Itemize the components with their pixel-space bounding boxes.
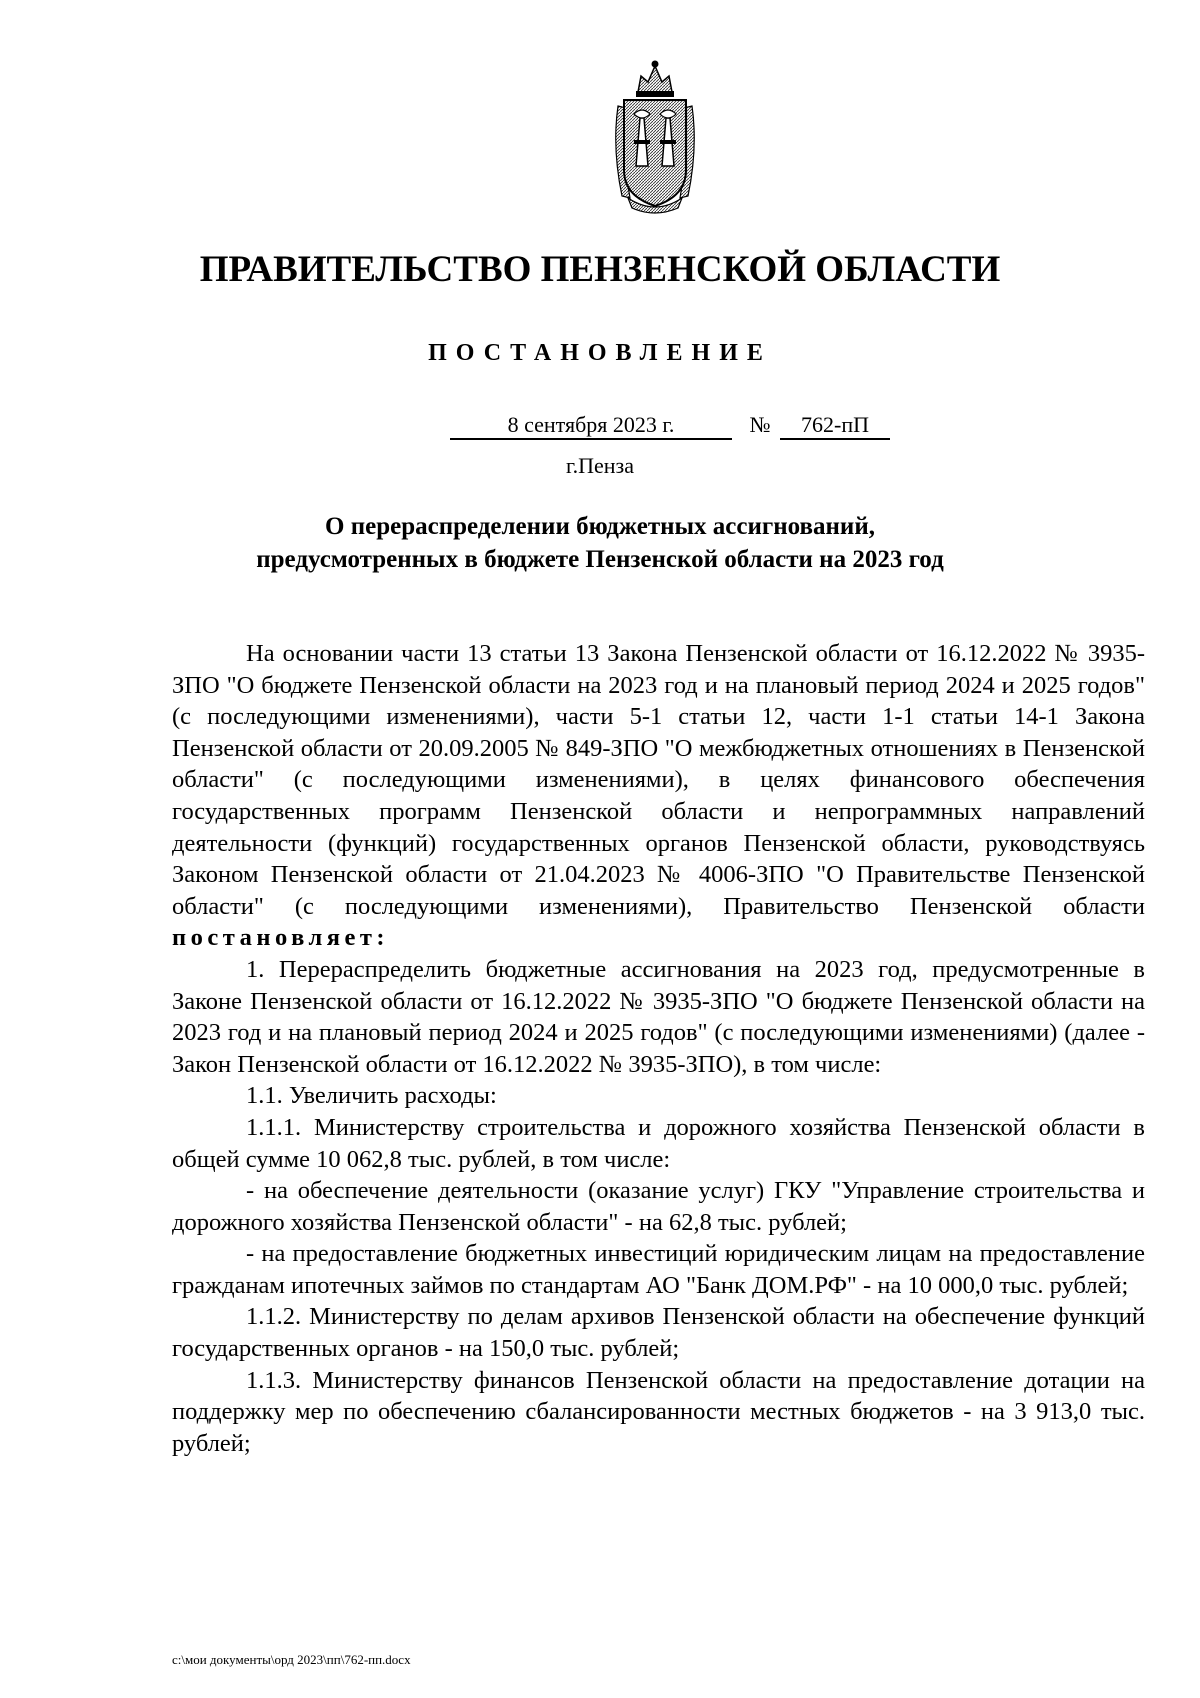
paragraph-1: 1. Перераспределить бюджетные ассигнования на 2023 год, предусмотренные в Законе Пензенской области от 16.12.2022 № 3935-ЗПО "О бюджете Пензенской области на 2023 год и на плановый период 2024 и 2025 годов" (с последующими изменениями) (далее - Закон Пензенской области от 16.12.2022 № 3935-ЗПО), в том числе: bbox=[172, 955, 1145, 1078]
paragraph-1-1-1: 1.1.1. Министерству строительства и дорожного хозяйства Пензенской области в общей сумме 10 062,8 тыс. рублей, в том числе: bbox=[172, 1113, 1145, 1173]
paragraph-1-1-2: 1.1.2. Министерству по делам архивов Пензенской области на обеспечение функций государственных органов - на 150,0 тыс. рублей; bbox=[172, 1303, 1145, 1363]
document-subject bbox=[200, 510, 1000, 576]
date-number-line bbox=[0, 412, 1200, 442]
document-date: 8 сентября 2023 г. bbox=[450, 412, 732, 440]
paragraph-1-1-3: 1.1.3. Министерству финансов Пензенской области на предоставление дотации на поддержку мер по обеспечению сбалансированности местных бюджетов - на 3 913,0 тыс. рублей; bbox=[172, 1366, 1145, 1457]
number-sign: № bbox=[749, 412, 771, 437]
dash-item-2: - на предоставление бюджетных инвестиций юридическим лицам на предоставление гражданам ипотечных займов по стандартам АО "Банк ДОМ.РФ" - на 10 000,0 тыс. рублей; bbox=[172, 1240, 1145, 1299]
subject-line-1: О перераспределении бюджетных ассигнований, bbox=[325, 513, 875, 540]
document-type: ПОСТАНОВЛЕНИЕ bbox=[428, 340, 772, 366]
dash-item-1: - на обеспечение деятельности (оказание услуг) ГКУ "Управление строительства и дорожного хозяйства Пензенской области" - на 62,8 тыс. рублей; bbox=[172, 1177, 1145, 1236]
subject-line-2: предусмотренных в бюджете Пензенской области на 2023 год bbox=[256, 546, 944, 573]
document-city: г.Пенза bbox=[566, 453, 634, 478]
document-body bbox=[172, 638, 1145, 1459]
document-number: 762-пП bbox=[780, 412, 890, 440]
file-path-footer: c:\мои документы\орд 2023\пп\762-пп.docx bbox=[172, 1652, 411, 1667]
preamble-paragraph: На основании части 13 статьи 13 Закона Пензенской области от 16.12.2022 № 3935-ЗПО "О бюджете Пензенской области на 2023 год и на плановый период 2024 и 2025 годов" (с последующими изменениями), части 5-1 статьи 12, части 1-1 статьи 14-1 Закона Пензенской области от 20.09.2005 № 849-ЗПО "О межбюджетных отношениях в Пензенской области" (с последующими изменениями), в целях финансового обеспечения государственных программ Пензенской области и непрограммных направлений деятельности (функций) государственных органов Пензенской области, руководствуясь Законом Пензенской области от 21.04.2023 № 4006-ЗПО "О Правительстве Пензенской области" (с последующими изменениями), Правительство Пензенской области bbox=[172, 640, 1145, 920]
penza-region-coat-of-arms-icon bbox=[608, 58, 702, 216]
resolves-paragraph bbox=[172, 922, 1145, 954]
government-title: ПРАВИТЕЛЬСТВО ПЕНЗЕНСКОЙ ОБЛАСТИ bbox=[199, 249, 1001, 290]
paragraph-1-1: 1.1. Увеличить расходы: bbox=[246, 1082, 497, 1110]
resolves-word: постановляет: bbox=[172, 924, 390, 952]
